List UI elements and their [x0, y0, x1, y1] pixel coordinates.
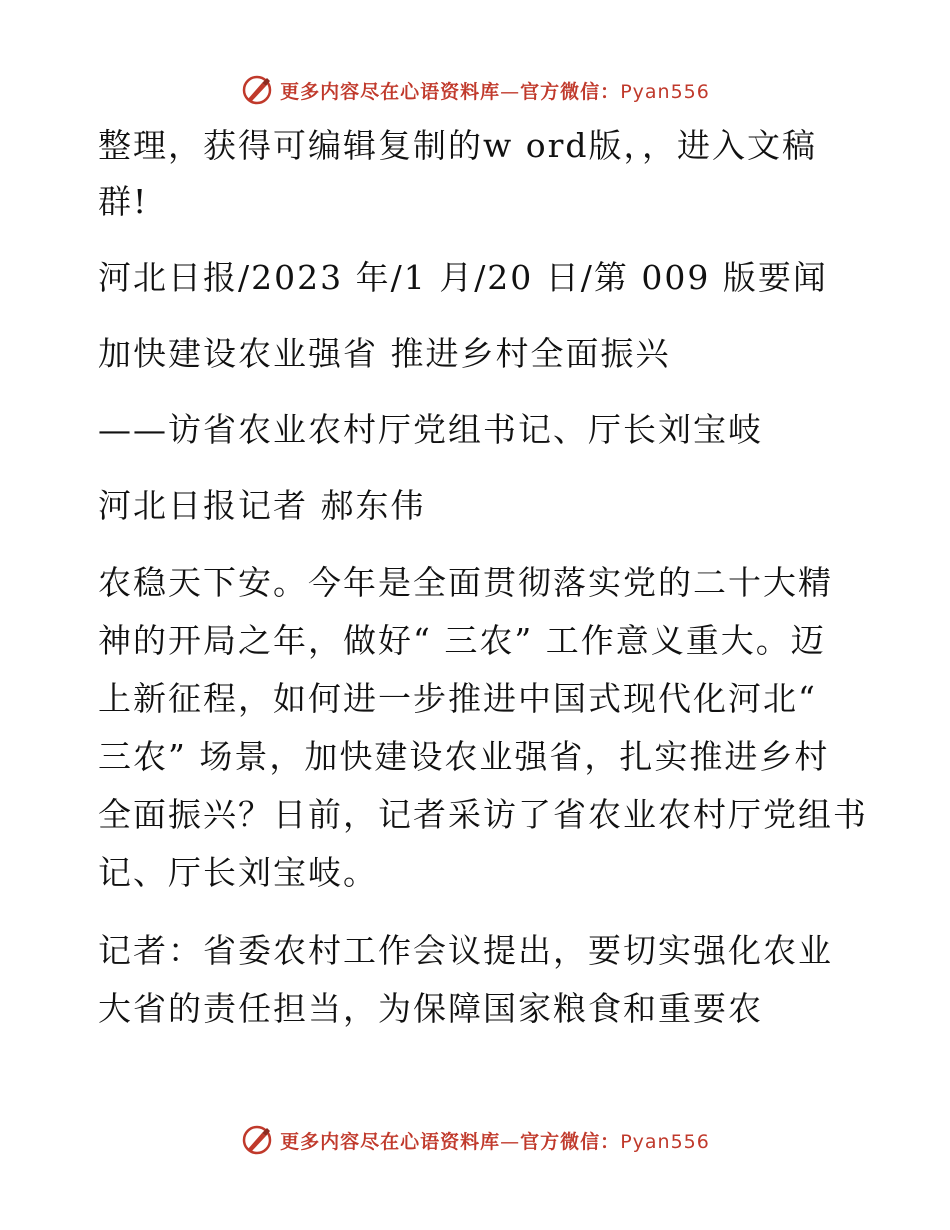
- paragraph-line: 记、厅长刘宝岐。: [98, 853, 378, 892]
- article-title: 加快建设农业强省 推进乡村全面振兴: [98, 334, 671, 373]
- paragraph-line: 记者：省委农村工作会议提出，要切实强化农业: [98, 931, 833, 970]
- footer-watermark: [0, 1120, 950, 1160]
- watermark-group: [240, 1123, 710, 1157]
- watermark-site-name: 更多内容尽在心语资料库: [280, 1130, 501, 1153]
- watermark-separator: —: [500, 80, 521, 103]
- watermark-text: [280, 1127, 710, 1154]
- paragraph-line: 神的开局之年，做好“ 三农” 工作意义重大。迈: [98, 621, 826, 660]
- watermark-wechat-id: Pyan556: [620, 80, 710, 103]
- header-watermark: [0, 70, 950, 110]
- watermark-text: [280, 77, 710, 104]
- paragraph-line: 全面振兴？日前，记者采访了省农业农村厅党组书: [98, 795, 868, 834]
- watermark-site-name: 更多内容尽在心语资料库: [280, 80, 501, 103]
- byline: 河北日报记者 郝东伟: [98, 486, 426, 525]
- watermark-wechat-id: Pyan556: [620, 1130, 710, 1153]
- document-body: [98, 118, 868, 1038]
- paragraph-1: [98, 554, 868, 902]
- watermark-wechat-label: 官方微信：: [520, 1130, 621, 1153]
- paragraph-line: 三农” 场景，加快建设农业强省，扎实推进乡村: [98, 737, 830, 776]
- paragraph-line: 大省的责任担当，为保障国家粮食和重要农: [98, 989, 763, 1028]
- paragraph-2: [98, 922, 858, 1038]
- intro-line-2: 群!: [98, 182, 149, 221]
- paragraph-line: 上新征程，如何进一步推进中国式现代化河北“: [98, 679, 817, 718]
- watermark-group: [240, 73, 710, 107]
- source-line: 河北日报/2023 年/1 月/20 日/第 009 版要闻: [98, 258, 828, 297]
- article-subtitle: ——访省农业农村厅党组书记、厅长刘宝岐: [98, 410, 763, 449]
- pen-logo-icon: [240, 73, 274, 107]
- pen-logo-icon: [240, 1123, 274, 1157]
- watermark-wechat-label: 官方微信：: [520, 80, 621, 103]
- intro-line-1: 整理，获得可编辑复制的w ord版，，进入文稿: [98, 126, 818, 165]
- watermark-separator: —: [500, 1130, 521, 1153]
- paragraph-line: 农稳天下安。今年是全面贯彻落实党的二十大精: [98, 563, 833, 602]
